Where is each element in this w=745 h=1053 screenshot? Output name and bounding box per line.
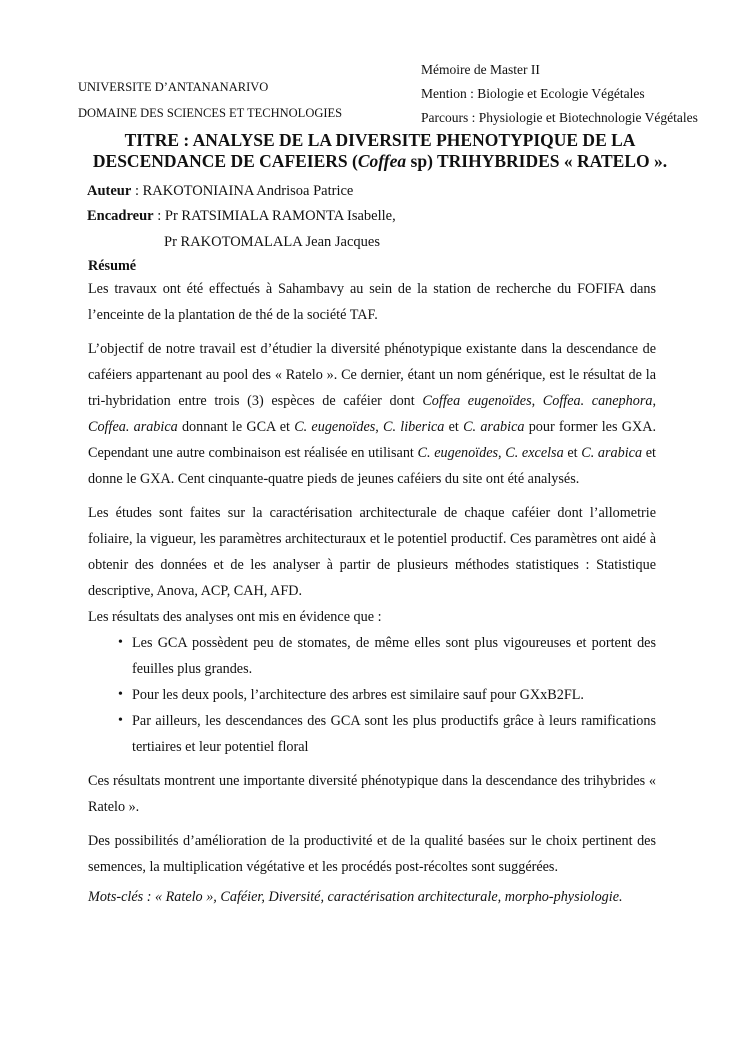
results-intro: Les résultats des analyses ont mis en évidence que : [88, 609, 382, 625]
results-list [88, 630, 656, 760]
abstract-paragraph-2: L’objectif de notre travail est d’étudier la diversité phénotypique existante dans la descendance de caféiers appartenant au pool des « Ratelo ». Ce dernier, étant un nom générique, est le résultat de la tri-hybridation entre trois (3) espèces de caféier dont Coffea eugenoïdes, Coffea. canephora, Coffea. arabica donnant le GCA et C. eugenoïdes, C. liberica et C. arabica pour former les GXA. Cependant une autre combinaison est réalisée en utilisant C. eugenoïdes, C. excelsa et C. arabica et donne le GXA. Cent cinquante-quatre pieds de jeunes caféiers du site ont été analysés. [88, 341, 657, 487]
list-item: • Pour les deux pools, l’architecture des arbres est similaire sauf pour GXxB2FL. [88, 682, 656, 708]
list-item: • Par ailleurs, les descendances des GCA sont les plus productifs grâce à leurs ramifications tertiaires et leur potentiel floral [88, 708, 656, 760]
abstract-paragraph-3: Les études sont faites sur la caractérisation architecturale de chaque caféier dont l’allometrie foliaire, la vigueur, les paramètres architecturaux et le potentiel productif. Ces paramètres ont aidé à obtenir des données et de les analyser à partir de plusieurs méthodes statistiques : Statistique descriptive, Anova, ACP, CAH, AFD. [88, 505, 656, 599]
supervisor-line: Encadreur : Pr RATSIMIALA RAMONTA Isabelle, [87, 208, 396, 224]
abstract-paragraph-5: Des possibilités d’amélioration de la productivité et de la qualité basées sur le choix pertinent des semences, la multiplication végétative et les procédés post-récoltes sont suggérées. [88, 833, 656, 875]
supervisor-line-2: Pr RAKOTOMALALA Jean Jacques [164, 234, 380, 250]
bullet-icon: • [118, 687, 123, 702]
bullet-icon: • [118, 635, 123, 650]
document-title [60, 130, 700, 172]
abstract-label: Résumé [88, 258, 137, 274]
domain-name: DOMAINE DES SCIENCES ET TECHNOLOGIES [78, 106, 343, 120]
abstract [88, 256, 656, 906]
title-line-2: DESCENDANCE DE CAFEIERS (Coffea sp) TRIHYBRIDES « RATELO ». [92, 151, 668, 171]
memoire-label: Mémoire de Master II [421, 62, 540, 77]
bullet-icon: • [118, 713, 123, 728]
abstract-paragraph-4: Ces résultats montrent une importante diversité phénotypique dans la descendance des trihybrides « Ratelo ». [88, 773, 656, 815]
abstract-paragraph-1: Les travaux ont été effectués à Sahambavy au sein de la station de recherche du FOFIFA dans l’enceinte de la plantation de thé de la société TAF. [88, 281, 656, 323]
author-line: Auteur : RAKOTONIAINA Andrisoa Patrice [87, 183, 354, 199]
mention-label: Mention : Biologie et Ecologie Végétales [421, 86, 645, 101]
list-item: • Les GCA possèdent peu de stomates, de même elles sont plus vigoureuses et portent des feuilles plus grandes. [88, 630, 656, 682]
parcours-label: Parcours : Physiologie et Biotechnologie Végétales [421, 110, 698, 125]
title-line-1: TITRE : ANALYSE DE LA DIVERSITE PHENOTYPIQUE DE LA [124, 130, 636, 150]
keywords: Mots-clés : « Ratelo », Caféier, Diversité, caractérisation architecturale, morpho-physiologie. [88, 889, 623, 905]
university-name: UNIVERSITE D’ANTANANARIVO [78, 80, 269, 94]
